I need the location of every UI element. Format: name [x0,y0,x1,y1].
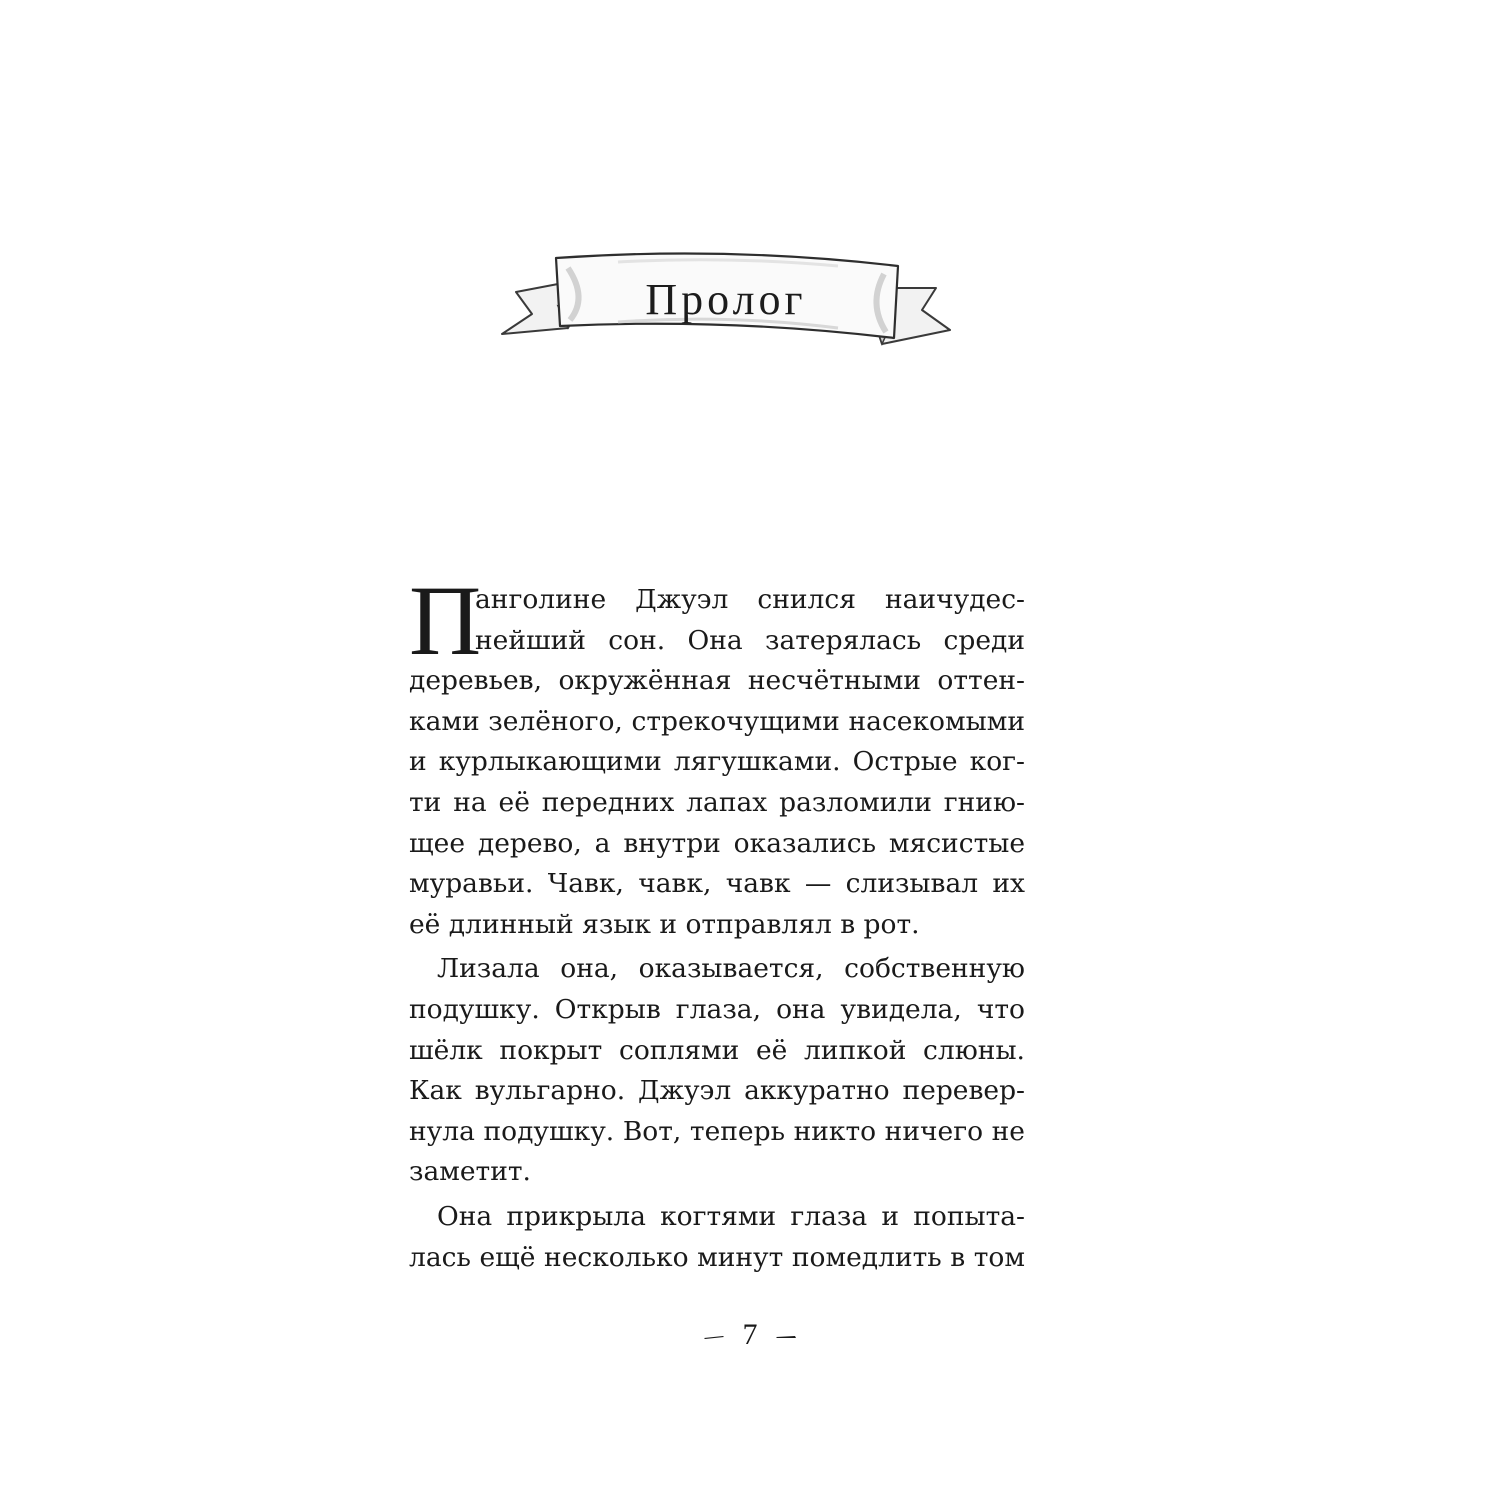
page-number: 7 [742,1318,758,1351]
text-line: подушку. Открыв глаза, она увидела, что [409,993,1025,1025]
text-line: Она прикрыла когтями глаза и попыта- [437,1200,1025,1232]
text-line: нейший сон. Она затерялась среди [475,624,1025,656]
left-ornament-icon [703,1332,725,1342]
chapter-title: Пролог [645,275,807,324]
right-ornament-icon [775,1332,797,1342]
chapter-banner [498,248,954,356]
text-line: её длинный язык и отправлял в рот. [409,908,920,940]
text-line: и курлыкающими лягушками. Острые ког- [409,746,1025,778]
text-line: анголине Джуэл снился наичудес- [475,584,1025,615]
paragraph [409,1197,1025,1278]
text-line: деревьев, окружённая несчётными оттен- [409,665,1025,697]
text-line: муравьи. Чавк, чавк, чавк — слизывал их [409,868,1025,900]
text-line: ками зелёного, стрекочущими насекомыми [409,705,1025,737]
paragraph [409,565,1025,945]
chapter-body [409,565,1025,1278]
page-footer [660,1318,840,1352]
text-line: Лизала она, оказывается, собственную [437,953,1025,985]
text-line: нула подушку. Вот, теперь никто ничего не [409,1115,1025,1147]
text-line: щее дерево, а внутри оказались мясистые [409,827,1025,859]
text-line: Как вульгарно. Джуэл аккуратно перевер- [409,1075,1025,1107]
text-line: заметит. [409,1156,531,1188]
text-line: шёлк покрыт соплями её липкой слюны. [409,1034,1025,1066]
drop-cap: П [409,565,482,676]
paragraph [409,949,1025,1193]
text-line: лась ещё несколько минут помедлить в том [409,1241,1025,1273]
text-line: ти на её передних лапах разломили гнию- [409,786,1025,818]
